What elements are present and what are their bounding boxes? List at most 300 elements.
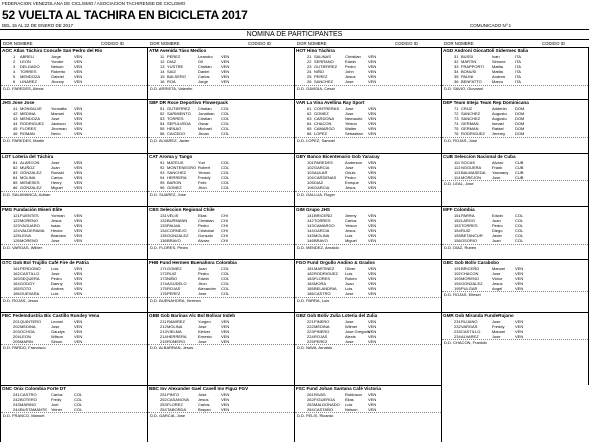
column-header-codigo: CODIGO ID	[248, 41, 271, 46]
rider-country: VEN	[368, 402, 377, 408]
rider-lastname: PULGAR	[461, 286, 478, 292]
rider-firstname: Daniel	[198, 69, 210, 75]
rider-firstname: Pedro	[51, 276, 62, 282]
team-director: D.D. BUENAHORA, Hermen	[148, 297, 294, 304]
rider-country: VEN	[368, 126, 377, 132]
rider-number: 213	[160, 329, 167, 335]
rider-lastname: GARCIA	[314, 165, 330, 171]
rider-lastname: MARIN	[20, 339, 33, 345]
rider-lastname: CORNEJO	[167, 228, 187, 234]
rider-firstname: Victor	[492, 276, 503, 282]
rider-firstname: Juan	[345, 281, 354, 287]
rider-firstname: Juan	[51, 165, 60, 171]
rider-country: CHI	[221, 223, 228, 229]
rider-country: VEN	[74, 319, 83, 324]
team-director: D.D. FRANCO, Manuel	[1, 412, 147, 419]
team-name: AOC Atlas Táchira Concafe San Pedro del Río	[1, 47, 147, 54]
rider-country: VEN	[515, 329, 524, 335]
rider-firstname: Ruben	[345, 276, 357, 282]
rider-number: 191	[454, 266, 461, 271]
rider-firstname: Pedro	[198, 271, 209, 277]
rider-country: CUB	[515, 170, 524, 176]
team-block	[295, 206, 442, 259]
rider-number: 93	[160, 170, 165, 176]
rider-number: 102	[307, 165, 314, 171]
rider-lastname: GERMAN	[461, 126, 479, 132]
rider-number: 133	[160, 223, 167, 229]
rider-number: 52	[160, 111, 165, 117]
rider-firstname: Fredy	[51, 397, 62, 403]
rider-lastname: NOGUERA	[461, 165, 482, 171]
team-block	[148, 385, 295, 442]
team-name: GBZ Gob Bolív Zulia Lotería del Zulia	[295, 312, 441, 319]
rider-country: VEN	[74, 121, 83, 127]
rider-firstname: Jackson	[51, 121, 66, 127]
rider-lastname: PAREDES	[314, 160, 333, 165]
rider-number: 171	[160, 266, 167, 271]
rider-firstname: Juan	[492, 218, 501, 224]
rider-lastname: FLOREZ	[167, 402, 183, 408]
rider-lastname: GUTIERREZ	[314, 64, 338, 70]
team-director: D.D. ALBARRAN, Jesus	[148, 344, 294, 351]
team-name: SBF DR Roce Deportivo Flowerpack	[148, 99, 294, 106]
rider-number: 233	[454, 329, 461, 335]
rider-firstname: Wilmer	[345, 324, 358, 330]
rider-country: VEN	[74, 59, 83, 65]
rider-firstname: Oliver	[345, 266, 356, 271]
rider-country: VEN	[221, 392, 230, 397]
rider-lastname: PEREZ	[167, 291, 181, 297]
rider-number: 152	[454, 218, 461, 224]
rider-lastname: MENDOZA	[20, 74, 40, 80]
rider-row	[148, 339, 294, 344]
rider-lastname: FUENTES	[20, 213, 39, 218]
rider-lastname: ABREU	[20, 54, 34, 59]
rider-firstname: Jose	[51, 160, 60, 165]
rider-number: 103	[307, 170, 314, 176]
rider-firstname: Jose	[492, 319, 501, 324]
rider-number: 71	[454, 106, 459, 111]
rider-country: VEN	[368, 74, 377, 80]
rider-number: 195	[454, 286, 461, 292]
rider-lastname: PALMA	[167, 223, 181, 229]
team-director: D.D. LEAL, Jose	[442, 180, 588, 187]
team-block	[1, 153, 148, 206]
rider-country: VEN	[221, 324, 230, 330]
rider-lastname: MOLINA	[167, 324, 183, 330]
rider-country: VEN	[74, 64, 83, 70]
team-name: FBC FedeIndustria Bic Castillo Rundey Vena	[1, 312, 147, 319]
rider-country: VEN	[368, 59, 377, 65]
rider-firstname: Cristian	[198, 106, 212, 111]
rider-number: 123	[13, 223, 20, 229]
rider-country: VEN	[74, 286, 83, 292]
rider-country: VEN	[368, 170, 377, 176]
rider-number: 34	[454, 69, 459, 75]
team-director: D.D. DIAZ, Ruben	[442, 244, 588, 251]
team-block	[442, 153, 589, 206]
rider-number: 242	[13, 397, 20, 403]
rider-lastname: GUEVARA	[20, 291, 40, 297]
rider-firstname: Ismael	[492, 121, 504, 127]
rider-firstname: Edwin	[345, 59, 356, 65]
rider-country: COL	[515, 238, 524, 244]
team-block	[442, 312, 589, 385]
rider-number: 104	[307, 175, 314, 181]
rider-lastname: CONTRERAS	[314, 106, 340, 111]
rider-lastname: VIELMA	[167, 329, 182, 335]
rider-lastname: CAMARGO	[314, 126, 335, 132]
rider-country: VEN	[368, 213, 377, 218]
rider-lastname: CAMARGO	[314, 223, 335, 229]
rider-country: DOM	[515, 121, 525, 127]
rider-firstname: Leandro	[198, 54, 213, 59]
rider-number: 5	[13, 74, 16, 80]
rider-firstname: Yuri	[198, 160, 205, 165]
rider-number: 166	[13, 291, 20, 297]
rider-lastname: CARDENAS	[314, 175, 337, 181]
rider-firstname: Luis	[51, 291, 59, 297]
rider-number: 66	[307, 131, 312, 137]
rider-country: VEN	[74, 213, 83, 218]
rider-country: VEN	[368, 291, 377, 297]
column-header-codigo: CODIGO ID	[395, 41, 418, 46]
rider-firstname: Jose Gregorio	[345, 329, 371, 335]
rider-country: COL	[515, 213, 524, 218]
team-name: CAT Aroma y Tango	[148, 153, 294, 160]
rider-lastname: HERRERA	[167, 334, 187, 340]
rider-lastname: ALARCON	[20, 160, 40, 165]
rider-number: 184	[307, 281, 314, 287]
rider-firstname: Cristian	[198, 64, 212, 70]
rider-firstname: Cristobal	[198, 228, 214, 234]
rider-lastname: DELGADO	[20, 64, 40, 70]
rider-firstname: Brandon	[51, 233, 67, 239]
rider-country: COL	[221, 266, 230, 271]
rider-firstname: Yonder	[51, 59, 64, 65]
rider-country: COL	[221, 160, 230, 165]
rider-firstname: Jhonny	[51, 79, 64, 85]
rider-lastname: MOLINA	[314, 233, 330, 239]
rider-row	[148, 185, 294, 190]
rider-number: 164	[13, 281, 20, 287]
rider-lastname: CHACON	[314, 121, 332, 127]
rider-firstname: Juan	[492, 238, 501, 244]
team-name: FSC Fund Johan Santana Café Victoria	[295, 385, 441, 392]
rider-number: 135	[160, 233, 167, 239]
rider-country: VEN	[74, 339, 83, 345]
rider-lastname: CASTAÑO	[314, 407, 334, 413]
team-director: D.D. PARRA, Luis	[295, 297, 441, 304]
rider-number: 155	[454, 233, 461, 239]
rider-country: VEN	[368, 228, 377, 234]
rider-lastname: RIVAS	[314, 392, 326, 397]
rider-number: 126	[13, 238, 20, 244]
team-director: D.D. VARGAS, Wilder	[1, 244, 147, 251]
team-name: ATM Avenida Táss Medico	[148, 47, 294, 54]
rider-country: CHI	[221, 228, 228, 234]
rider-number: 105	[307, 180, 314, 186]
rider-country: VEN	[74, 180, 83, 186]
rider-country: COL	[221, 121, 230, 127]
rider-firstname: Jesus	[198, 397, 209, 403]
rider-lastname: SOTO	[20, 286, 32, 292]
rider-firstname: Jose	[51, 238, 60, 244]
rider-number: 61	[307, 106, 312, 111]
rider-firstname: Carlos	[51, 392, 63, 397]
rider-number: 232	[454, 324, 461, 330]
rider-lastname: HERRERA	[167, 175, 187, 181]
rider-lastname: BALMASEDA	[461, 170, 486, 176]
rider-firstname: Carlos	[198, 74, 210, 80]
rider-country: ITA	[515, 59, 521, 65]
event-dates: DEL 15 AL 22 DE ENERO DE 2017	[2, 23, 73, 28]
rider-lastname: BRICEÑO	[461, 266, 480, 271]
rider-lastname: MORENO	[461, 276, 479, 282]
rider-lastname: SEPULVEDA	[167, 121, 191, 127]
rider-number: 153	[454, 223, 461, 229]
rider-lastname: AGUDELO	[167, 281, 187, 287]
rider-row	[442, 286, 588, 291]
rider-country: VEN	[221, 397, 230, 403]
rider-firstname: Frank	[492, 165, 503, 171]
team-block	[1, 47, 148, 99]
rider-lastname: OCHOA	[20, 329, 35, 335]
rider-country: COL	[515, 223, 524, 229]
rider-country: COL	[221, 175, 230, 181]
rider-row	[148, 407, 294, 412]
rider-row	[148, 238, 294, 243]
rider-firstname: Andres	[51, 286, 64, 292]
rider-country: VEN	[368, 64, 377, 70]
team-director: D.D. SUAREZ, Jose	[148, 191, 294, 198]
rider-lastname: BARON	[167, 180, 182, 186]
rider-row	[442, 79, 588, 84]
rider-number: 94	[160, 175, 165, 181]
rider-number: 142	[307, 218, 314, 224]
rider-firstname: Jose	[198, 339, 207, 345]
rider-number: 162	[13, 271, 20, 277]
rider-firstname: Cristian	[198, 116, 212, 122]
rider-country: COL	[221, 131, 230, 137]
rider-firstname: Yeison	[345, 223, 357, 229]
rider-number: 243	[13, 402, 20, 408]
rider-number: 106	[307, 185, 314, 191]
team-director: D.D. ARRIETA, Valentin	[148, 85, 294, 92]
rider-number: 223	[307, 329, 314, 335]
rider-country: VEN	[368, 165, 377, 171]
rider-lastname: NIÑO	[314, 69, 324, 75]
rider-lastname: TORRES	[314, 218, 331, 224]
rider-country: DOM	[515, 111, 525, 117]
rider-lastname: BENFATTO	[461, 79, 482, 85]
rider-lastname: RUIZ	[461, 228, 471, 234]
rider-number: 22	[307, 59, 312, 65]
rider-country: DOM	[515, 126, 525, 132]
rider-number: 183	[307, 276, 314, 282]
rider-firstname: Gaudys	[51, 329, 65, 335]
rider-firstname: Augusto	[492, 116, 507, 122]
rider-firstname: Ernesto	[198, 334, 212, 340]
rider-number: 33	[454, 64, 459, 70]
rider-lastname: PALINI	[461, 74, 474, 80]
rider-firstname: Carlos	[345, 218, 357, 224]
rider-firstname: Yonnatta	[51, 106, 67, 111]
rider-number: 82	[13, 165, 18, 171]
rider-lastname: GONZALEZ	[20, 170, 42, 176]
rider-lastname: CASTRO	[20, 392, 37, 397]
rider-country: VEN	[74, 165, 83, 171]
rider-firstname: Luis	[345, 402, 353, 408]
rider-row	[1, 339, 147, 344]
rider-country: COL	[74, 407, 83, 413]
rider-firstname: Robinson	[345, 392, 362, 397]
rider-number: 46	[13, 131, 18, 137]
rider-firstname: Orluis	[345, 170, 356, 176]
rider-country: VEN	[368, 286, 377, 292]
team-name: ONC Onix Colombia Forte DT	[1, 385, 147, 392]
rider-lastname: MARINO	[20, 402, 36, 408]
rider-number: 124	[13, 228, 20, 234]
rider-country: VEN	[74, 160, 83, 165]
rider-number: 156	[454, 238, 461, 244]
rider-number: 113	[454, 170, 461, 176]
rider-country: VEN	[221, 329, 230, 335]
rider-firstname: Gil	[198, 59, 203, 65]
rider-firstname: Jose	[345, 79, 354, 85]
rider-lastname: BRAVO	[167, 238, 181, 244]
rider-number: 24	[307, 69, 312, 75]
rider-firstname: Jesus	[345, 185, 356, 191]
rider-number: 2	[13, 59, 16, 65]
rider-lastname: SALINAS	[314, 54, 331, 59]
rider-number: 6	[13, 79, 16, 85]
rider-firstname: Yerson	[198, 170, 211, 176]
rider-firstname: Jose	[345, 111, 354, 117]
rider-number: 262	[307, 397, 314, 403]
rider-firstname: Augusto	[492, 111, 507, 117]
rider-lastname: SANCHEZ	[314, 79, 334, 85]
rider-country: VEN	[368, 218, 377, 224]
rider-number: 173	[160, 276, 167, 282]
team-block	[1, 385, 148, 442]
rider-country: VEN	[368, 407, 377, 413]
rider-country: VEN	[368, 185, 377, 191]
rider-lastname: GONZALEZ	[20, 185, 42, 191]
rider-country: COL	[515, 233, 524, 239]
rider-firstname: Jose	[345, 165, 354, 171]
rider-number: 16	[160, 79, 165, 85]
rider-number: 204	[13, 334, 20, 340]
rider-firstname: Jose	[51, 324, 60, 330]
rider-row	[295, 407, 441, 412]
rider-number: 222	[307, 324, 314, 330]
rider-number: 234	[454, 334, 461, 340]
rider-number: 45	[13, 126, 18, 132]
rider-country: VEN	[368, 276, 377, 282]
rider-country: VEN	[74, 74, 83, 80]
rider-number: 36	[454, 79, 459, 85]
rider-country: VEN	[368, 334, 377, 340]
rider-row	[1, 291, 147, 296]
rider-number: 44	[13, 121, 18, 127]
rider-country: VEN	[368, 54, 377, 59]
team-director: D.D. NAVA, Arnaldo	[295, 344, 441, 351]
rider-lastname: BURMANN	[167, 218, 188, 224]
team-director: D.D. ALVAREZ, Javier	[148, 137, 294, 144]
team-block	[295, 385, 442, 442]
rider-number: 253	[160, 402, 167, 408]
team-name: CUB Seleccion Nacional de Cuba	[442, 153, 588, 160]
rider-lastname: TORRES	[20, 69, 37, 75]
team-director: D.D. ROJAS, Jesus	[1, 297, 147, 304]
rider-lastname: BRICEÑO	[314, 213, 333, 218]
rider-number: 141	[307, 213, 314, 218]
rider-row	[295, 238, 441, 243]
rider-firstname: Nelson	[345, 407, 358, 413]
rider-country: ITA	[515, 79, 521, 85]
rider-firstname: Alvaro	[492, 160, 504, 165]
rider-lastname: RODRIGUEZ	[20, 121, 44, 127]
rider-lastname: CASTILLO	[20, 271, 40, 277]
participants-sheet	[0, 40, 589, 442]
rider-number: 86	[13, 185, 18, 191]
rider-number: 12	[160, 59, 165, 65]
rider-lastname: TABORDA	[167, 407, 187, 413]
rider-lastname: ROJAS	[314, 334, 328, 340]
rider-number: 74	[454, 121, 459, 127]
team-director: D.D. ROJAS, Jose	[442, 137, 588, 144]
rider-country: DOM	[515, 131, 525, 137]
rider-lastname: MENESES	[20, 180, 40, 186]
rider-lastname: LARGO	[461, 218, 476, 224]
rider-number: 125	[13, 233, 20, 239]
rider-firstname: Jorge	[51, 54, 62, 59]
rider-lastname: PINERO	[314, 329, 330, 335]
team-director: D.D. MENDEZ, Arnaldo	[295, 244, 441, 251]
rider-country: CHI	[221, 218, 228, 224]
rider-lastname: GUTIERREZ	[167, 106, 191, 111]
rider-row	[295, 185, 441, 190]
rider-number: 11	[160, 54, 165, 59]
rider-country: VEN	[74, 69, 83, 75]
rider-number: 134	[160, 228, 167, 234]
team-block	[295, 312, 442, 385]
rider-country: VEN	[368, 392, 377, 397]
rider-number: 205	[13, 339, 20, 345]
rider-firstname: Alexis	[345, 334, 356, 340]
rider-number: 56	[160, 131, 165, 137]
rider-country: COL	[221, 180, 230, 186]
rider-number: 13	[160, 64, 165, 70]
rider-number: 215	[160, 339, 167, 345]
rider-country: COL	[221, 291, 230, 297]
team-name: GMR Gob Miranda FundeRujano	[442, 312, 588, 319]
rider-lastname: ROJAS	[167, 286, 181, 292]
rider-lastname: MOLINA	[20, 175, 36, 181]
rider-number: 92	[160, 165, 165, 171]
rider-firstname: Jhoan	[198, 131, 209, 137]
rider-number: 203	[13, 329, 20, 335]
rider-lastname: BUSSI	[461, 54, 474, 59]
rider-country: COL	[515, 218, 524, 224]
rider-number: 212	[160, 324, 167, 330]
rider-lastname: FLORES	[314, 276, 331, 282]
rider-number: 95	[160, 180, 165, 186]
team-name: DEP Team Inteja Team Rep Dominicana	[442, 99, 588, 106]
rider-number: 64	[307, 121, 312, 127]
page-title: 52 VUELTA AL TACHIRA EN BICICLETA 2017	[2, 8, 248, 22]
